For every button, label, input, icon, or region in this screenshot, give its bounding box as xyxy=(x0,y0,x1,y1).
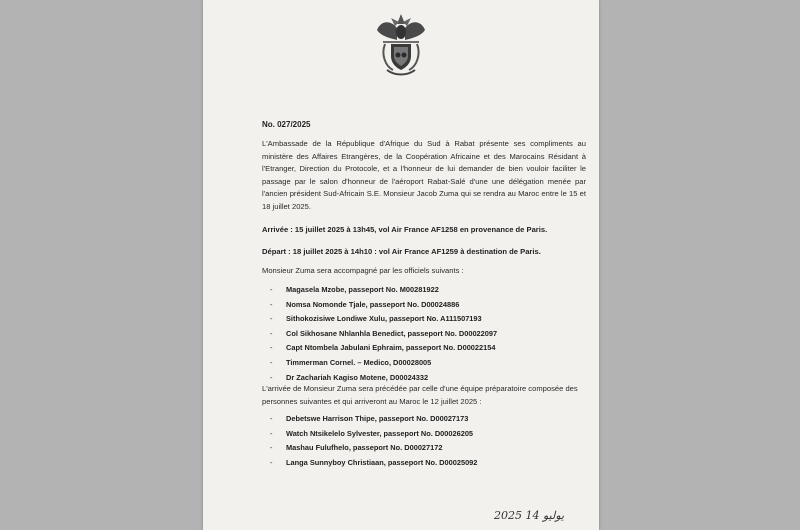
official-entry: Timmerman Cornel. – Medico, D00028005 xyxy=(286,357,432,367)
list-dash: - xyxy=(270,299,273,309)
list-dash: - xyxy=(270,343,273,353)
list-dash: - xyxy=(270,414,273,423)
document-number: No. 027/2025 xyxy=(262,120,311,129)
list-dash: - xyxy=(270,372,273,382)
list-item xyxy=(262,327,497,342)
team-entry: Watch Ntsikelelo Sylvester, passeport No. D00026205 xyxy=(286,428,474,438)
list-item xyxy=(262,341,497,356)
list-item xyxy=(262,298,497,313)
list-dash: - xyxy=(270,428,273,438)
list-dash: - xyxy=(270,443,273,453)
team-list xyxy=(262,412,477,470)
departure-line: Départ : 18 juillet 2025 à 14h10 : vol Air France AF1259 à destination de Paris. xyxy=(262,247,541,256)
list-item xyxy=(262,356,497,371)
officials-list xyxy=(262,283,497,385)
list-item xyxy=(262,412,477,427)
list-item xyxy=(262,427,477,442)
team-entry: Debetswe Harrison Thipe, passeport No. D00027173 xyxy=(286,414,469,423)
official-entry: Nomsa Nomonde Tjale, passeport No. D00024886 xyxy=(286,299,460,309)
coat-of-arms-icon xyxy=(373,10,429,76)
officials-intro: Monsieur Zuma sera accompagné par les officiels suivants : xyxy=(262,266,464,275)
official-entry: Capt Ntombela Jabulani Ephraim, passeport No. D00022154 xyxy=(286,343,496,353)
list-dash: - xyxy=(270,357,273,367)
official-entry: Sithokozisiwe Londiwe Xulu, passeport No. A111507193 xyxy=(286,314,482,324)
list-dash: - xyxy=(270,457,273,467)
official-entry: Magasela Mzobe, passeport No. M00281922 xyxy=(286,285,439,294)
list-dash: - xyxy=(270,285,273,294)
team-entry: Langa Sunnyboy Christiaan, passeport No. D00025092 xyxy=(286,457,478,467)
official-entry: Col Sikhosane Nhlanhla Benedict, passeport No. D00022097 xyxy=(286,328,498,338)
intro-paragraph: L'Ambassade de la République d'Afrique du Sud à Rabat présente ses compliments au ministère des Affaires Etrangères, de la Coopération Africaine et des Marocains Résidant à l'Etranger, Direction du Protocole, et a l'honneur de lui demander de bien vouloir faciliter le passage par le salon d'honneur de l'aéroport Rabat-Salé d'une une délégation menée par l'ancien président Sud-Africain S.E. Monsieur Jacob Zuma qui se rendra au Maroc entre le 15 et 18 juillet 2025. xyxy=(262,139,586,211)
list-item xyxy=(262,441,477,456)
list-item xyxy=(262,312,497,327)
team-entry: Mashau Fulufhelo, passeport No. D00027172 xyxy=(286,443,443,453)
list-item xyxy=(262,283,497,298)
list-item xyxy=(262,456,477,471)
arrival-line: Arrivée : 15 juillet 2025 à 13h45, vol Air France AF1258 en provenance de Paris. xyxy=(262,225,548,234)
official-entry: Dr Zachariah Kagiso Motene, D00024332 xyxy=(286,372,429,382)
team-intro: L'arrivée de Monsieur Zuma sera précédée par celle d'une équipe préparatoire composée des personnes suivantes et qui arriveront au Maroc le 12 juillet 2025 : xyxy=(262,384,578,406)
list-dash: - xyxy=(270,328,273,338)
list-dash: - xyxy=(270,314,273,324)
handwritten-date: 2025 يوليو 14 xyxy=(494,509,565,522)
